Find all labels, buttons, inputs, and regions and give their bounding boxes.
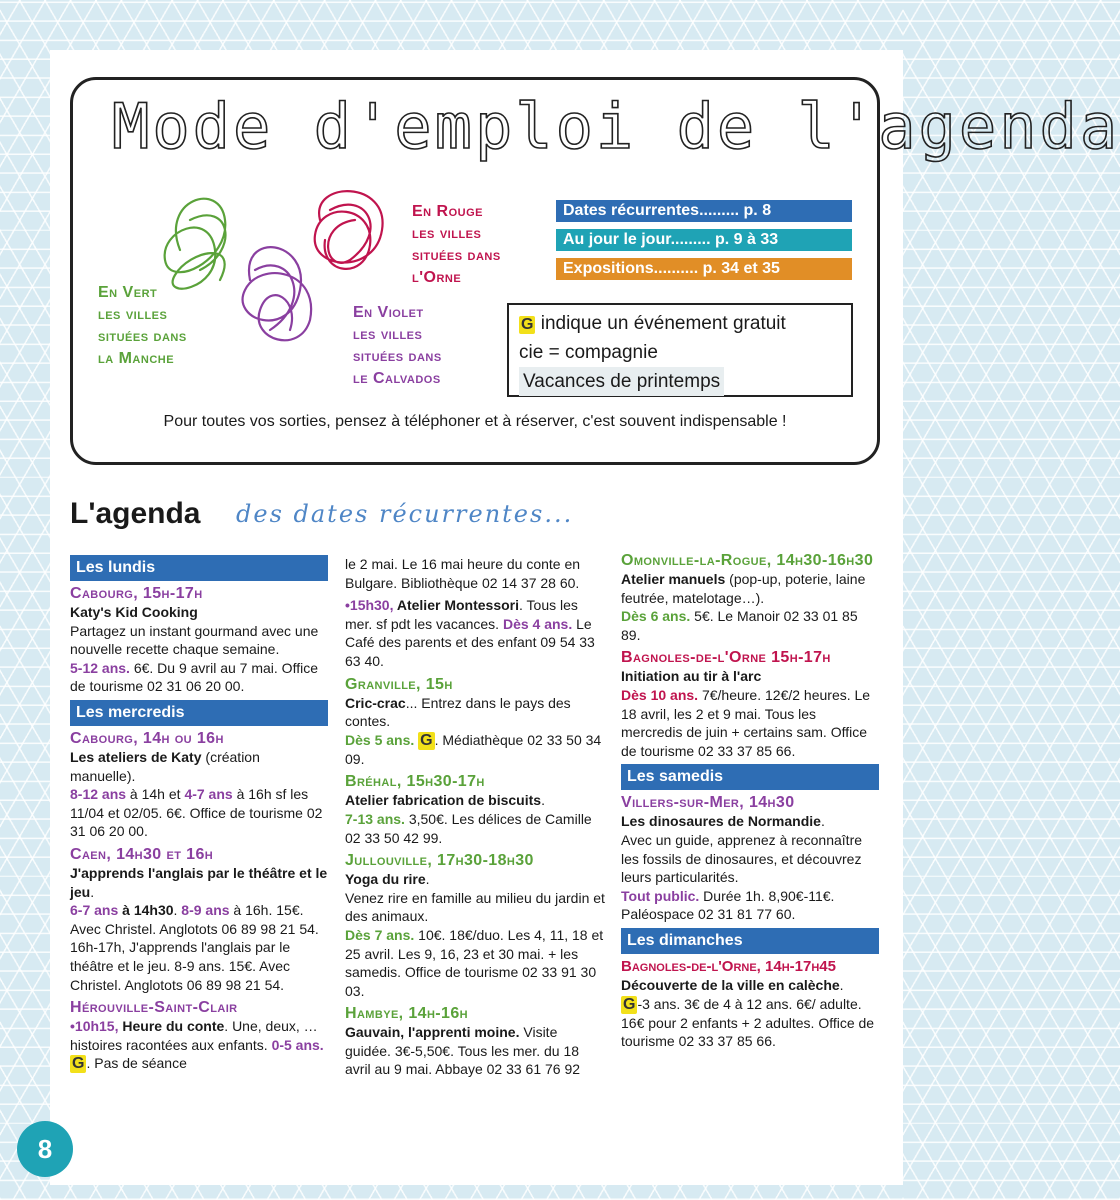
entry-extra: 16h-17h, J'apprends l'anglais par le théâtre et le jeu. 8-9 ans. 15€. Avec Christel. Anglotots 06 89 98 21 54. xyxy=(70,939,291,993)
entry-title-end: . xyxy=(425,871,430,888)
entry-venue: Bagnoles-de-l'Orne 15h-17h xyxy=(621,649,831,667)
violet-label-line: les villes xyxy=(353,326,423,343)
red-label-line: situées dans xyxy=(412,247,501,264)
entry-age: 8-9 ans xyxy=(181,902,230,919)
agenda-column-3 xyxy=(621,551,879,1055)
entry-title-line xyxy=(621,976,879,995)
entry-details xyxy=(70,785,328,841)
legend-free-line xyxy=(519,309,841,338)
violet-label-line: le Calvados xyxy=(353,370,441,387)
violet-label-line: situées dans xyxy=(353,348,442,365)
agenda-title: L'agenda xyxy=(70,497,201,530)
entry-description: ... Entrez dans le pays des contes. xyxy=(345,694,571,730)
entry-info: à 16h sf les 11/04 et 02/05. 6€. Office de tourisme 02 31 06 20 00. xyxy=(70,786,323,840)
entry-title-end: . xyxy=(820,813,825,830)
agenda-entry xyxy=(70,845,328,994)
entry-title-line xyxy=(621,570,879,607)
entry-details xyxy=(621,995,879,1051)
agenda-column-2 xyxy=(345,555,605,1083)
entry-title: Gauvain, l'apprenti moine. xyxy=(345,1024,520,1041)
page-number: 8 xyxy=(17,1121,73,1177)
entry-info: . Médiathèque 02 33 50 34 09. xyxy=(345,731,602,767)
green-label-line: situées dans xyxy=(98,328,187,345)
free-event-icon: G xyxy=(623,995,636,1013)
mode-emploi-title: Mode d'emploi de l'agenda xyxy=(112,90,1120,163)
entry-info: Visite guidée. 3€-5,50€. Tous les mer. du 18 avril au 9 mai. Abbaye 02 33 61 76 92 xyxy=(345,1024,581,1078)
entry-age: Dès 6 ans. xyxy=(621,608,691,625)
entry-info: 6€. Du 9 avril au 7 mai. Office de tourisme 02 31 06 20 00. xyxy=(70,659,318,695)
entry-age: 8-12 ans xyxy=(70,786,127,803)
index-expositions: Expositions.......... p. 34 et 35 xyxy=(556,258,852,280)
agenda-entry xyxy=(621,957,879,1051)
entry-venue: Cabourg, 15h-17h xyxy=(70,585,203,602)
index-dates-recurrentes: Dates récurrentes......... p. 8 xyxy=(556,200,852,222)
entry-details xyxy=(70,659,328,696)
day-bar-mercredis: Les mercredis xyxy=(70,700,328,726)
entry-age: 6-7 ans xyxy=(70,902,119,919)
green-label-line: En Vert xyxy=(98,284,158,301)
entry-title: Cric-crac xyxy=(345,694,406,711)
violet-label-line: En Violet xyxy=(353,304,424,321)
entry-title: J'apprends l'anglais par le théâtre et le jeu xyxy=(70,864,328,900)
agenda-subtitle: des dates récurrentes... xyxy=(236,500,574,528)
entry-venue: Jullouville, 17h30-18h30 xyxy=(345,852,534,870)
entry-title-rest: (création manuelle). xyxy=(70,748,260,784)
entry-title-end: . xyxy=(839,976,844,993)
entry-venue: Granville, 15h xyxy=(345,675,453,693)
free-event-icon: G xyxy=(72,1055,85,1073)
entry-venue: Bagnoles-de-l'Orne, 14h-17h45 xyxy=(621,957,836,975)
red-label-line: les villes xyxy=(412,225,482,242)
agenda-entry xyxy=(345,675,605,769)
entry-title: Découverte de la ville en calèche xyxy=(621,976,840,993)
entry-venue: Villers-sur-Mer, 14h30 xyxy=(621,794,795,812)
entry-age: Dès 4 ans. xyxy=(502,615,573,632)
symbol-legend-box xyxy=(507,303,853,397)
day-bar-samedis: Les samedis xyxy=(621,764,879,790)
entry-description: Partagez un instant gourmand avec une nouvelle recette chaque semaine. xyxy=(70,622,319,658)
agenda-entry xyxy=(70,584,328,696)
green-label-line: la Manche xyxy=(98,350,175,367)
entry-info: Le Café des parents et des enfant 09 54 33 63 40. xyxy=(345,615,595,669)
entry-venue: Hérouville-Saint-Clair xyxy=(70,999,238,1017)
entry-details xyxy=(345,596,605,670)
section-index xyxy=(556,200,852,287)
entry-age: 4-7 ans xyxy=(184,786,233,803)
entry-description: . Tous les mer. sf pdt les vacances. xyxy=(345,597,578,632)
agenda-entry xyxy=(621,648,879,760)
index-au-jour-le-jour: Au jour le jour......... p. 9 à 33 xyxy=(556,229,852,251)
entry-title: Initiation au tir à l'arc xyxy=(621,668,762,685)
entry-info: -3 ans. 3€ de 4 à 12 ans. 6€/ adulte. 16€ pour 2 enfants + 2 adultes. Office de tourisme 02 33 37 85 66. xyxy=(621,995,875,1050)
entry-title-end: . xyxy=(541,792,545,809)
entry-info: 3,50€. Les délices de Camille 02 33 50 42 99. xyxy=(345,810,592,846)
entry-age: 7-13 ans. xyxy=(345,810,405,827)
entry-details xyxy=(621,887,879,924)
entry-description: Venez rire en famille au milieu du jardin et des animaux. xyxy=(345,889,605,925)
entry-age: Dès 5 ans. xyxy=(345,731,415,748)
vacances-swatch: Vacances de printemps xyxy=(519,367,724,396)
entry-details xyxy=(621,686,879,760)
entry-time: •10h15, xyxy=(70,1018,123,1035)
entry-title-line xyxy=(70,748,328,785)
red-label-line: l'Orne xyxy=(412,269,462,286)
entry-info: à 14h et xyxy=(126,786,185,803)
entry-title: Atelier fabrication de biscuits xyxy=(345,792,542,809)
entry-title-line xyxy=(70,864,328,901)
entry-details xyxy=(345,810,605,847)
legend-free-text: indique un événement gratuit xyxy=(535,313,786,334)
entry-venue: Caen, 14h30 et 16h xyxy=(70,845,214,863)
legend-cie-line: cie = compagnie xyxy=(519,342,658,363)
entry-title: Les ateliers de Katy xyxy=(70,748,202,765)
entry-details xyxy=(345,926,605,1000)
entry-title: Atelier Montessori xyxy=(396,597,519,614)
agenda-entry xyxy=(621,551,879,644)
entry-title-line xyxy=(345,791,605,810)
entry-details xyxy=(345,1023,605,1079)
entry-age: 0-5 ans. xyxy=(271,1036,324,1053)
entry-title-line xyxy=(345,870,605,889)
entry-info: 7€/heure. 12€/2 heures. Le 18 avril, les 2 et 9 mai. Tous les mercredis de juin + certains sam. Office de tourisme 02 33 37 85 66. xyxy=(621,686,871,759)
green-label-line: les villes xyxy=(98,306,168,323)
entry-title: Les dinosaures de Normandie xyxy=(621,813,821,830)
agenda-entry xyxy=(345,596,605,670)
entry-info: . Pas de séance xyxy=(86,1055,187,1072)
agenda-entry xyxy=(621,793,879,924)
red-label-line: En Rouge xyxy=(412,203,484,220)
legend-red-orne xyxy=(412,201,501,289)
entry-venue: Hambye, 14h-16h xyxy=(345,1005,468,1023)
entry-title-line xyxy=(345,694,605,731)
entry-title: Atelier manuels xyxy=(621,571,726,587)
day-bar-dimanches: Les dimanches xyxy=(621,928,879,954)
entry-info: à 16h. 15€. Avec Christel. Anglotots 06 89 98 21 54. xyxy=(70,902,319,937)
entry-title: Heure du conte xyxy=(122,1018,225,1035)
booking-note: Pour toutes vos sorties, pensez à téléphoner et à réserver, c'est souvent indispensable ! xyxy=(163,413,787,430)
free-event-icon: G xyxy=(521,316,534,333)
agenda-entry-continued: le 2 mai. Le 16 mai heure du conte en Bulgare. Bibliothèque 02 14 37 28 60. xyxy=(345,556,581,591)
entry-age: Tout public. xyxy=(621,887,700,904)
agenda-entry xyxy=(345,1004,605,1079)
agenda-entry xyxy=(70,729,328,841)
entry-time: à 14h30 xyxy=(118,902,174,919)
entry-info: 10€. 18€/duo. Les 4, 11, 18 et 25 avril. Les 9, 16, 23 et 30 mai. + les samedis. Office de tourisme 02 33 91 30 03. xyxy=(345,926,604,999)
free-event-icon: G xyxy=(420,731,433,749)
agenda-entry xyxy=(70,998,328,1073)
day-bar-lundis: Les lundis xyxy=(70,555,328,581)
entry-details xyxy=(345,731,605,769)
entry-details xyxy=(70,901,328,938)
entry-title: Yoga du rire xyxy=(345,871,426,888)
entry-age: 5-12 ans. xyxy=(70,659,130,676)
entry-age: Dès 10 ans. xyxy=(621,686,699,703)
entry-details xyxy=(621,607,879,644)
agenda-entry xyxy=(345,772,605,847)
entry-info: 5€. Le Manoir 02 33 01 85 89. xyxy=(621,608,858,643)
entry-time: •15h30, xyxy=(345,597,397,614)
entry-title: Katy's Kid Cooking xyxy=(70,604,198,620)
entry-sep: . xyxy=(173,902,182,919)
entry-info: Durée 1h. 8,90€-11€. Paléospace 02 31 81 77 60. xyxy=(621,887,835,923)
agenda-entry xyxy=(345,851,605,1000)
entry-description: . Une, deux, … histoires racontées aux enfants. xyxy=(70,1018,318,1053)
entry-age: Dès 7 ans. xyxy=(345,926,415,943)
legend-violet-calvados xyxy=(353,302,442,390)
entry-title-line xyxy=(621,812,879,831)
entry-venue: Omonville-la-Rogue, 14h30-16h30 xyxy=(621,552,874,569)
legend-green-manche xyxy=(98,282,187,370)
entry-title-rest: (pop-up, poterie, laine feutrée, matelotage…). xyxy=(621,571,866,606)
entry-details xyxy=(70,1017,328,1073)
entry-description: Avec un guide, apprenez à reconnaître les fossils de dinosaures, et découvrez leurs particularités. xyxy=(621,831,863,886)
agenda-column-1 xyxy=(70,555,328,1077)
entry-venue: Bréhal, 15h30-17h xyxy=(345,773,485,791)
entry-venue: Cabourg, 14h ou 16h xyxy=(70,729,224,747)
entry-title-end: . xyxy=(90,883,95,900)
legend-vacances-line xyxy=(519,367,841,396)
